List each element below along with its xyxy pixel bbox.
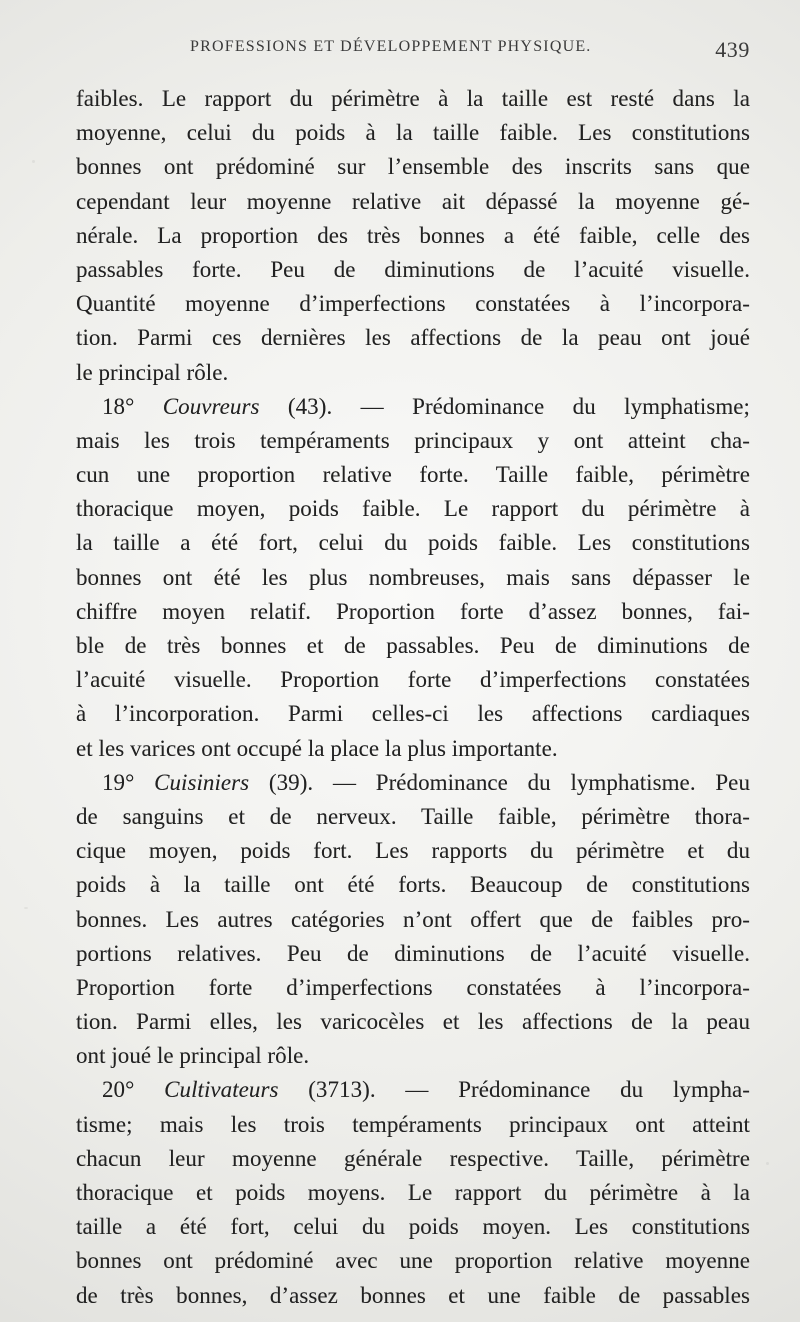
scan-speck [24, 907, 28, 909]
text-line: l’acuité visuelle. Proportion forte d’imperfections constatées [76, 667, 750, 693]
text-line: la taille a été fort, celui du poids faible. Les constitutions [76, 530, 750, 556]
text-line: tisme; mais les trois tempéraments principaux ont atteint [76, 1111, 750, 1137]
text-line: bonnes ont été les plus nombreuses, mais sans dépasser le [76, 564, 750, 590]
text-line: le principal rôle. [76, 359, 229, 385]
text-line: Quantité moyenne d’imperfections constatées à l’incorpora- [76, 291, 750, 317]
cultivateurs-paragraph [76, 1073, 750, 1312]
text-line: chiffre moyen relatif. Proportion forte d’assez bonnes, fai- [76, 598, 750, 624]
page-body [76, 82, 750, 1313]
text-line: moyenne, celui du poids à la taille faible. Les constitutions [76, 120, 750, 146]
text-line: mais les trois tempéraments principaux y ont atteint cha- [76, 427, 750, 453]
text-line: bonnes ont prédominé avec une proportion relative moyenne [76, 1248, 750, 1274]
text-line: cependant leur moyenne relative ait dépassé la moyenne gé- [76, 188, 750, 214]
text-line: tion. Parmi elles, les varicocèles et les affections de la peau [76, 1009, 750, 1035]
text-line: thoracique et poids moyens. Le rapport du périmètre à la [76, 1180, 750, 1205]
text-line: ont joué le principal rôle. [76, 1043, 310, 1069]
text-line: cique moyen, poids fort. Les rapports du périmètre et du [76, 838, 750, 864]
text-line: cun une proportion relative forte. Taille faible, périmètre [76, 462, 750, 488]
intro-paragraph [76, 82, 750, 390]
paragraph-first-line-rest: (3713). — Prédominance du lympha- [308, 1077, 750, 1103]
cuisiniers-paragraph [76, 766, 750, 1074]
running-title: PROFESSIONS ET DÉVELOPPEMENT PHYSIQUE. [190, 38, 592, 55]
text-line: chacun leur moyenne générale respective. Taille, périmètre [76, 1145, 750, 1171]
text-line: portions relatives. Peu de diminutions de l’acuité visuelle. [76, 940, 750, 966]
text-line: Proportion forte d’imperfections constatées à l’incorpora- [76, 974, 750, 1000]
text-line: à l’incorporation. Parmi celles-ci les affections cardiaques [76, 701, 750, 727]
profession-name: Cuisiniers [154, 769, 250, 795]
paragraph-heading-line [76, 766, 750, 800]
text-line: taille a été fort, celui du poids moyen. Les constitutions [76, 1214, 750, 1240]
paragraph-first-line-rest: (39). — Prédominance du lymphatisme. Peu [268, 769, 750, 795]
text-line: tion. Parmi ces dernières les affections de la peau ont joué [76, 325, 750, 351]
text-line: de sanguins et de nerveux. Taille faible, périmètre thora- [76, 803, 750, 829]
paragraph-number: 18° [102, 393, 135, 419]
paragraph-first-line-rest: (43). — Prédominance du lymphatisme; [287, 393, 750, 419]
text-line: passables forte. Peu de diminutions de l’acuité visuelle. [76, 256, 750, 282]
profession-name: Couvreurs [162, 393, 260, 419]
running-head [190, 38, 750, 66]
text-line: de très bonnes, d’assez bonnes et une faible de passables [76, 1282, 750, 1308]
page-number: 439 [715, 37, 750, 62]
paragraph-number: 19° [102, 769, 135, 795]
paragraph-heading-line [76, 1073, 750, 1107]
text-line: nérale. La proportion des très bonnes a été faible, celle des [76, 222, 750, 248]
text-line: thoracique moyen, poids faible. Le rapport du périmètre à [76, 496, 750, 522]
text-line: bonnes. Les autres catégories n’ont offert que de faibles pro- [76, 906, 750, 932]
paragraph-heading-line [76, 390, 750, 424]
paragraph-number: 20° [102, 1077, 135, 1103]
profession-name: Cultivateurs [164, 1077, 279, 1103]
text-line: faibles. Le rapport du périmètre à la taille est resté dans la [76, 86, 750, 111]
text-line: bonnes ont prédominé sur l’ensemble des inscrits sans que [76, 154, 750, 180]
text-line: poids à la taille ont été forts. Beaucoup de constitutions [76, 872, 750, 898]
couvreurs-paragraph [76, 390, 750, 766]
scan-speck [32, 160, 35, 163]
text-line: et les varices ont occupé la place la plus importante. [76, 735, 558, 761]
scan-speck [766, 1162, 769, 1165]
text-line: ble de très bonnes et de passables. Peu de diminutions de [76, 633, 750, 658]
